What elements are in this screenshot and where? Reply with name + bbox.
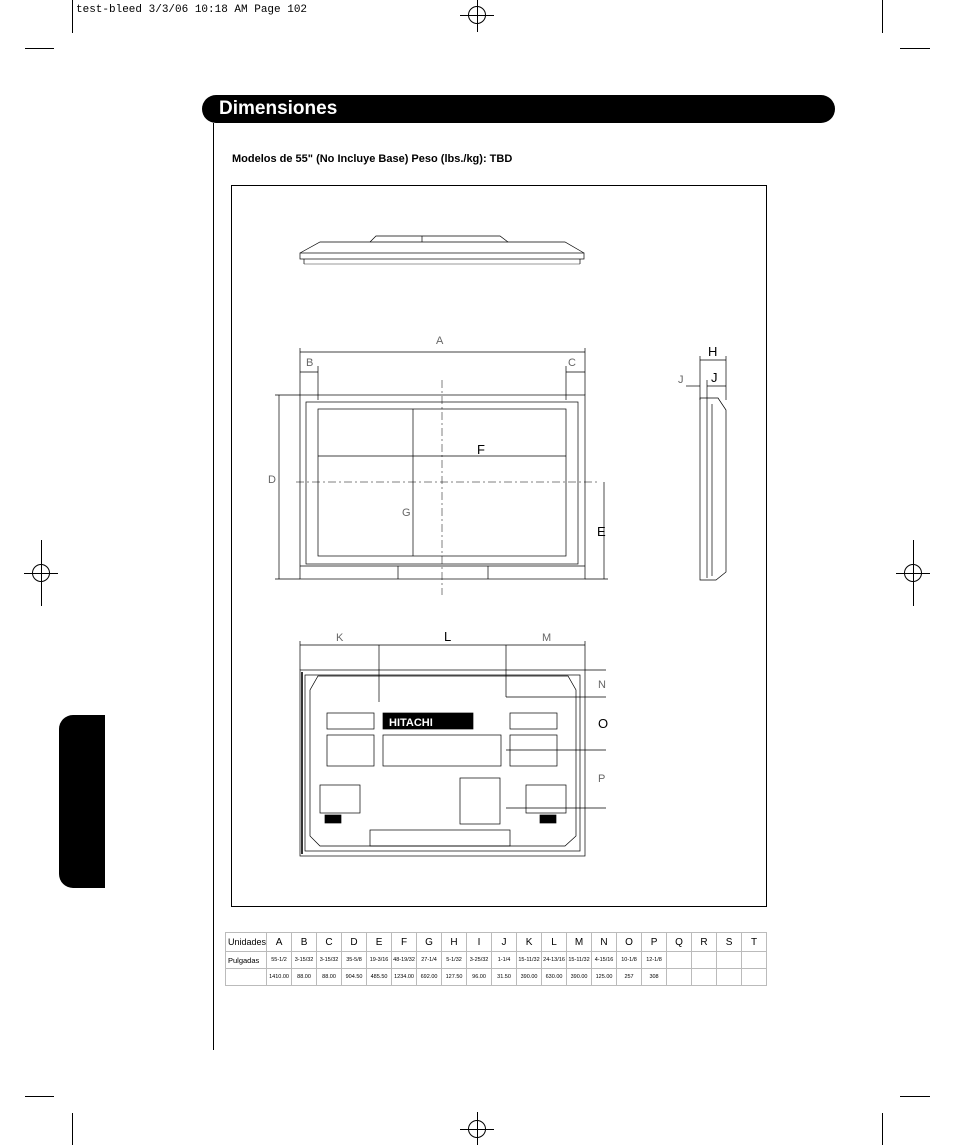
table-cell: 4-15/16 — [592, 952, 617, 969]
row-label-units: Unidades — [226, 933, 267, 952]
brand-logo: HITACHI — [389, 717, 433, 729]
table-cell: 257 — [617, 969, 642, 986]
dim-label-H: H — [708, 344, 718, 359]
table-cell: 96.00 — [467, 969, 492, 986]
table-cell: F — [392, 933, 417, 952]
dim-label-M: M — [542, 632, 552, 644]
row-label-mm — [226, 969, 267, 986]
table-cell: T — [742, 933, 767, 952]
table-cell: 692.00 — [417, 969, 442, 986]
table-cell: R — [692, 933, 717, 952]
dim-label-G: G — [402, 507, 411, 519]
table-cell: 1234.00 — [392, 969, 417, 986]
dim-label-A: A — [436, 335, 444, 347]
dim-label-B: B — [306, 357, 314, 369]
page-title: Dimensiones — [219, 98, 338, 119]
table-cell: H — [442, 933, 467, 952]
table-cell: L — [542, 933, 567, 952]
table-cell — [717, 969, 742, 986]
table-cell: O — [617, 933, 642, 952]
table-cell: A — [267, 933, 292, 952]
table-cell: 3-25/32 — [467, 952, 492, 969]
table-cell: 1410.00 — [267, 969, 292, 986]
rear-view — [300, 641, 609, 856]
table-cell — [667, 952, 692, 969]
top-view — [300, 236, 584, 264]
front-view — [275, 348, 608, 595]
table-cell: G — [417, 933, 442, 952]
table-cell: 12-1/8 — [642, 952, 667, 969]
table-cell: 390.00 — [517, 969, 542, 986]
table-cell: J — [492, 933, 517, 952]
table-cell: 1-1/4 — [492, 952, 517, 969]
table-cell: 485.50 — [367, 969, 392, 986]
table-cell: S — [717, 933, 742, 952]
table-cell: 390.00 — [567, 969, 592, 986]
dim-label-N: N — [598, 679, 606, 691]
dim-label-J2: J — [711, 370, 718, 385]
table-cell: D — [342, 933, 367, 952]
table-cell: 35-5/8 — [342, 952, 367, 969]
table-cell — [742, 969, 767, 986]
dim-label-J: J — [678, 374, 684, 386]
table-cell: 5-1/32 — [442, 952, 467, 969]
table-cell — [667, 969, 692, 986]
table-cell: 15-11/32 — [567, 952, 592, 969]
table-cell: 48-19/32 — [392, 952, 417, 969]
table-cell: P — [642, 933, 667, 952]
table-cell: 308 — [642, 969, 667, 986]
dimension-table — [225, 932, 767, 986]
table-header-row — [226, 933, 767, 952]
table-cell: 24-13/16 — [542, 952, 567, 969]
model-subtitle: Modelos de 55" (No Incluye Base) Peso (lbs./kg): TBD — [232, 153, 513, 165]
dim-label-D: D — [268, 474, 276, 486]
table-cell: 55-1/2 — [267, 952, 292, 969]
table-cell: 10-1/8 — [617, 952, 642, 969]
dim-label-L: L — [444, 629, 452, 644]
table-cell: N — [592, 933, 617, 952]
table-cell: I — [467, 933, 492, 952]
table-cell: C — [317, 933, 342, 952]
table-cell: 3-15/32 — [317, 952, 342, 969]
table-cell: 3-15/32 — [292, 952, 317, 969]
table-cell — [717, 952, 742, 969]
dim-label-E: E — [597, 524, 606, 539]
table-cell: M — [567, 933, 592, 952]
dim-label-C: C — [568, 357, 576, 369]
table-cell: 15-11/32 — [517, 952, 542, 969]
table-cell: 125.00 — [592, 969, 617, 986]
table-cell: E — [367, 933, 392, 952]
table-cell — [692, 969, 717, 986]
table-cell — [692, 952, 717, 969]
table-cell — [742, 952, 767, 969]
table-cell: 88.00 — [317, 969, 342, 986]
print-slug: test-bleed 3/3/06 10:18 AM Page 102 — [76, 4, 308, 16]
table-cell: 31.50 — [492, 969, 517, 986]
dim-label-P: P — [598, 773, 606, 785]
dim-label-K: K — [336, 632, 344, 644]
row-label-inches: Pulgadas — [226, 952, 267, 969]
table-row-inches — [226, 952, 767, 969]
table-cell: 19-3/16 — [367, 952, 392, 969]
table-cell: 630.00 — [542, 969, 567, 986]
table-cell: 904.50 — [342, 969, 367, 986]
table-cell: Q — [667, 933, 692, 952]
table-cell: K — [517, 933, 542, 952]
side-view — [686, 356, 726, 580]
table-cell: 127.50 — [442, 969, 467, 986]
dim-label-O: O — [598, 716, 609, 731]
dim-label-F: F — [477, 442, 485, 457]
table-cell: B — [292, 933, 317, 952]
table-cell: 27-1/4 — [417, 952, 442, 969]
table-cell: 88.00 — [292, 969, 317, 986]
table-row-mm — [226, 969, 767, 986]
